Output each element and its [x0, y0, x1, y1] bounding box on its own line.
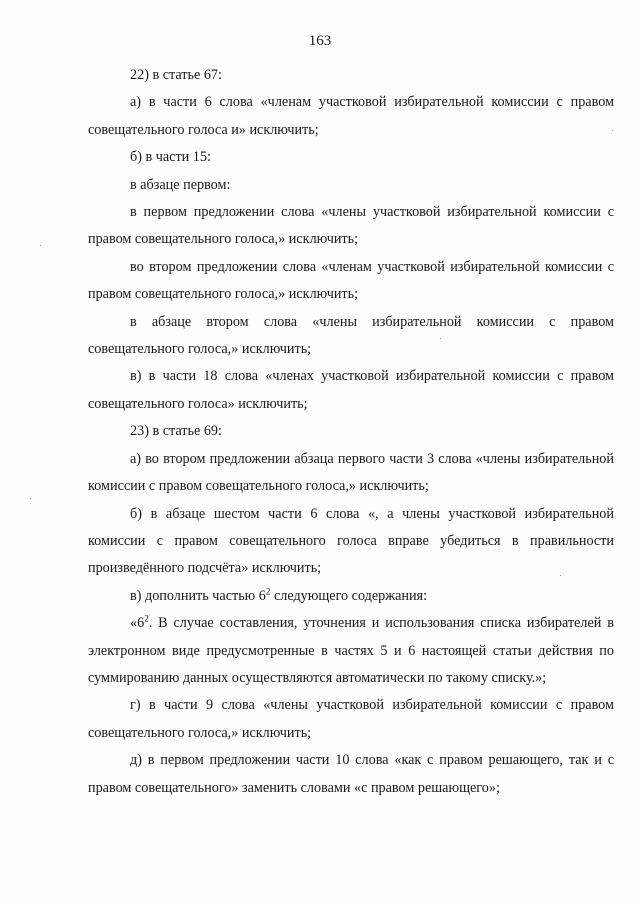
scan-speck: [440, 338, 441, 339]
scan-speck: [560, 575, 561, 576]
quote-start: «6: [130, 615, 145, 632]
paragraph-67-b: б) в части 15:: [130, 149, 211, 166]
paragraph-item-22: 22) в статье 67:: [130, 67, 222, 83]
paragraph-second-sentence: во втором предложении слова «членам участковой избирательной комиссии с правом совещательного голоса,» исключить;: [88, 258, 614, 303]
paragraph-item-23: 23) в статье 69:: [130, 423, 222, 440]
superscript: 2: [265, 585, 271, 596]
paragraph-quote-6-2: [88, 610, 614, 692]
paragraph-69-v-text: в) дополнить частью 6: [130, 587, 266, 604]
scan-speck: [40, 245, 41, 246]
paragraph-69-v: [88, 583, 614, 610]
scan-speck: [612, 130, 613, 131]
document-body: [88, 62, 614, 802]
paragraph-69-b: б) в абзаце шестом части 6 слова «, а члены участковой избирательной комиссии с правом совещательного голоса вправе убедиться в правильности произведённого подсчёта» исключить;: [88, 505, 614, 577]
paragraph-first-abzac: в абзаце первом:: [130, 176, 231, 193]
paragraph-67-a: а) в части 6 слова «членам участковой избирательной комиссии с правом совещательного голоса и» исключить;: [88, 94, 614, 138]
scan-speck: [30, 498, 31, 499]
paragraph-69-g: г) в части 9 слова «члены участковой избирательной комиссии с правом совещательного голоса,» исключить;: [88, 697, 614, 741]
page-number: 163: [308, 33, 332, 49]
paragraph-69-d: д) в первом предложении части 10 слова «как с правом решающего, так и с правом совещательного» заменить словами «с правом решающего»;: [88, 752, 614, 796]
paragraph-69-a: а) во втором предложении абзаца первого части 3 слова «члены избирательной комиссии с правом совещательного голоса,» исключить;: [88, 450, 614, 495]
paragraph-67-v: в) в части 18 слова «членах участковой избирательной комиссии с правом совещательного голоса» исключить;: [88, 368, 614, 412]
paragraph-first-sentence: в первом предложении слова «члены участковой избирательной комиссии с правом совещательного голоса,» исключить;: [88, 204, 614, 248]
quote-text: . В случае составления, уточнения и использования списка избирателей в электронном виде предусмотренные в частях 5 и 6 настоящей статьи действия по суммированию данных осуществляются автоматически по такому списку.»;: [88, 615, 614, 686]
paragraph-69-v-tail: следующего содержания:: [270, 587, 428, 604]
superscript: 2: [144, 613, 149, 624]
paragraph-second-abzac: в абзаце втором слова «члены избирательной комиссии с правом совещательного голоса,» исключить;: [88, 313, 614, 358]
